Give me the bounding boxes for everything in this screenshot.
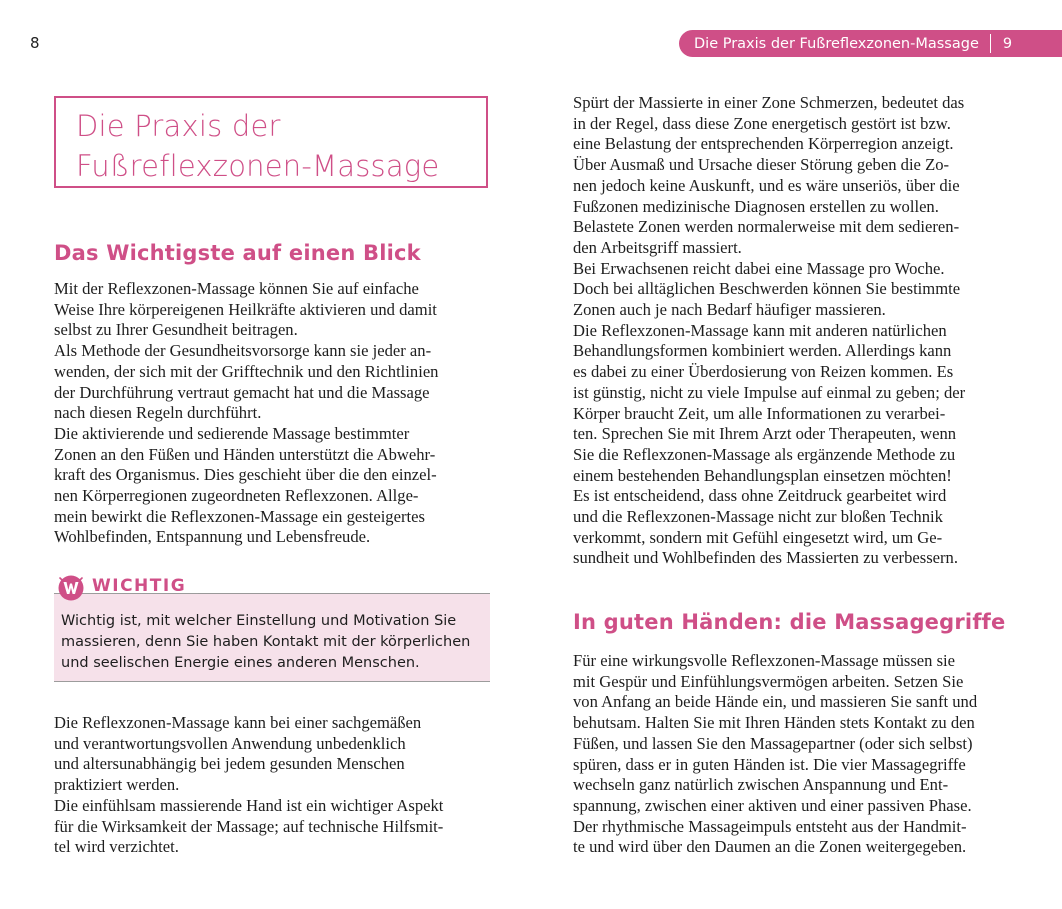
wichtig-line: und seelischen Energie eines anderen Menschen. <box>61 655 420 671</box>
body-line: eine Belastung der entsprechenden Körperregion anzeigt. <box>573 134 954 154</box>
body-line: Zonen an den Füßen und Händen unterstützt die Abwehr- <box>54 444 436 464</box>
body-line: behutsam. Halten Sie mit Ihren Händen stets Kontakt zu den <box>573 713 975 733</box>
body-line: Behandlungsformen kombiniert werden. Allerdings kann <box>573 341 952 361</box>
body-line: ist günstig, nicht zu viele Impulse auf einmal zu geben; der <box>573 382 966 402</box>
running-header-title: Die Praxis der Fußreflexzonen-Massage <box>694 35 979 52</box>
body-line: sundheit und Wohlbefinden des Massierten zu verbessern. <box>573 548 958 568</box>
body-line: Die Reflexzonen-Massage kann mit anderen natürlichen <box>573 320 947 340</box>
body-line: selbst zu Ihrer Gesundheit beitragen. <box>54 320 298 340</box>
body-line: einem bestehenden Behandlungsplan einsetzen möchten! <box>573 465 952 485</box>
body-line: tel wird verzichtet. <box>54 837 179 857</box>
body-line: und die Reflexzonen-Massage nicht zur bloßen Technik <box>573 507 943 527</box>
section-heading-wichtigste: Das Wichtigste auf einen Blick <box>54 241 421 265</box>
body-line: Weise Ihre körpereigenen Heilkräfte aktivieren und damit <box>54 299 437 319</box>
body-line: Belastete Zonen werden normalerweise mit dem sedieren- <box>573 217 960 237</box>
body-line: es dabei zu einer Überdosierung von Reizen kommen. Es <box>573 362 954 382</box>
body-line: für die Wirksamkeit der Massage; auf technische Hilfsmit- <box>54 816 444 836</box>
body-line: wenden, der sich mit der Grifftechnik und den Richtlinien <box>54 361 439 381</box>
body-line: Bei Erwachsenen reicht dabei eine Massage pro Woche. <box>573 258 945 278</box>
body-line: praktiziert werden. <box>54 775 180 795</box>
body-line: den Arbeitsgriff massiert. <box>573 237 742 257</box>
body-line: Mit der Reflexzonen-Massage können Sie auf einfache <box>54 279 419 298</box>
right-column-body <box>573 93 965 569</box>
body-line: Wohlbefinden, Entspannung und Lebensfreude. <box>54 527 371 547</box>
wichtig-header <box>58 574 490 602</box>
body-line: mein bewirkt die Reflexzonen-Massage ein gesteigertes <box>54 506 425 526</box>
body-line: Körper braucht Zeit, um alle Informationen zu verarbei- <box>573 403 946 423</box>
page-number-right: 9 <box>1002 35 1013 52</box>
body-line: Die Reflexzonen-Massage kann bei einer sachgemäßen <box>54 713 422 732</box>
chapter-title-line-2: Fußreflexzonen-Massage <box>76 149 440 183</box>
body-line: Doch bei alltäglichen Beschwerden können Sie bestimmte <box>573 279 961 299</box>
wichtig-callout-box <box>54 593 490 682</box>
wichtig-icon <box>58 575 84 601</box>
header-separator <box>990 34 991 53</box>
body-line: Für eine wirkungsvolle Reflexzonen-Massage müssen sie <box>573 651 956 670</box>
body-line: Füßen, und lassen Sie den Massagepartner (oder sich selbst) <box>573 733 973 753</box>
body-line: Der rhythmische Massageimpuls entsteht aus der Handmit- <box>573 816 967 836</box>
wichtig-label: WICHTIG <box>92 576 187 596</box>
body-line: und verantwortungsvollen Anwendung unbedenklich <box>54 733 406 753</box>
body-line: Als Methode der Gesundheitsvorsorge kann sie jeder an- <box>54 341 432 361</box>
body-line: Fußzonen medizinische Diagnosen erstellen zu wollen. <box>573 196 939 216</box>
body-line: spannung, zwischen einer aktiven und einer passiven Phase. <box>573 795 972 815</box>
body-line: Sie die Reflexzonen-Massage als ergänzende Methode zu <box>573 444 956 464</box>
running-header <box>679 30 1062 57</box>
body-line: und altersunabhängig bei jedem gesunden Menschen <box>54 754 405 774</box>
wichtig-rule <box>198 593 490 594</box>
body-line: kraft des Organismus. Dies geschieht über die den einzel- <box>54 465 437 485</box>
body-line: Die aktivierende und sedierende Massage bestimmter <box>54 423 410 443</box>
body-line: spüren, dass er in guten Händen ist. Die vier Massagegriffe <box>573 754 966 774</box>
section2-body <box>573 651 977 858</box>
section1-body <box>54 279 438 548</box>
body-line: Über Ausmaß und Ursache dieser Störung geben die Zo- <box>573 155 950 175</box>
chapter-title-line-1: Die Praxis der <box>76 109 281 143</box>
body-line: wechseln ganz natürlich zwischen Anspannung und Ent- <box>573 775 949 795</box>
body-line: nach diesen Regeln durchführt. <box>54 403 262 423</box>
body-line: mit Gespür und Einfühlungsvermögen arbeiten. Setzen Sie <box>573 671 964 691</box>
body-line: Die einfühlsam massierende Hand ist ein wichtiger Aspekt <box>54 795 444 815</box>
section1-body-continued <box>54 713 443 858</box>
body-line: von Anfang an beide Hände ein, und massieren Sie sanft und <box>573 692 978 712</box>
body-line: Spürt der Massierte in einer Zone Schmerzen, bedeutet das <box>573 93 965 112</box>
body-line: Es ist entscheidend, dass ohne Zeitdruck gearbeitet wird <box>573 486 947 506</box>
body-line: verkommt, sondern mit Gefühl eingesetzt wird, um Ge- <box>573 527 943 547</box>
wichtig-line: Wichtig ist, mit welcher Einstellung und Motivation Sie <box>61 613 457 629</box>
body-line: nen jedoch keine Auskunft, und es wäre unseriös, über die <box>573 175 960 195</box>
body-line: in der Regel, dass diese Zone energetisch gestört ist bzw. <box>573 113 951 133</box>
wichtig-line: massieren, denn Sie haben Kontakt mit der körperlichen <box>61 634 471 650</box>
body-line: ten. Sprechen Sie mit Ihrem Arzt oder Therapeuten, wenn <box>573 424 957 444</box>
page-number-left: 8 <box>30 34 40 52</box>
body-line: te und wird über den Daumen an die Zonen weitergegeben. <box>573 837 967 857</box>
body-line: nen Körperregionen zugeordneten Reflexzonen. Allge- <box>54 486 419 506</box>
section-heading-massagegriffe: In guten Händen: die Massagegriffe <box>573 610 1006 634</box>
chapter-title-box <box>54 96 488 188</box>
wichtig-icon-letter: W <box>71 600 72 601</box>
body-line: Zonen auch je nach Bedarf häufiger massieren. <box>573 300 886 320</box>
body-line: der Durchführung vertraut gemacht hat und die Massage <box>54 382 430 402</box>
